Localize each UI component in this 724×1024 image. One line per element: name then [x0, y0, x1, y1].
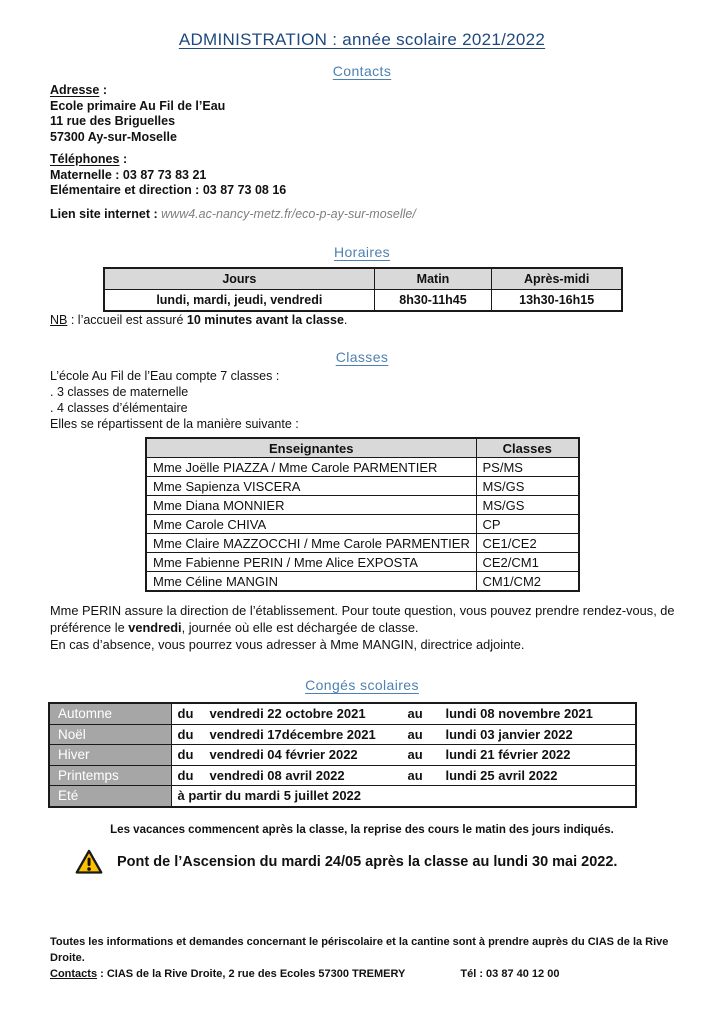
- footer-contacts-label: Contacts: [50, 968, 98, 980]
- cell-classe: CM1/CM2: [476, 572, 579, 592]
- header-cell: Classes: [476, 438, 579, 458]
- season-label: Eté: [49, 786, 171, 807]
- table-row: [146, 477, 579, 496]
- table-row: [146, 515, 579, 534]
- direction-line2: En cas d’absence, vous pourrez vous adresser à Mme MANGIN, directrice adjointe.: [50, 636, 525, 652]
- cell-enseignante: Mme Claire MAZZOCCHI / Mme Carole PARMENTIER: [146, 534, 476, 553]
- cell-enseignante: Mme Fabienne PERIN / Mme Alice EXPOSTA: [146, 553, 476, 572]
- header-cell: Enseignantes: [146, 438, 476, 458]
- section-heading-horaires: Horaires: [333, 244, 391, 260]
- conges-table: [48, 702, 637, 808]
- section-heading-contacts: Contacts: [332, 63, 392, 79]
- phones-label: Téléphones :: [50, 152, 128, 166]
- footer-line1: Toutes les informations et demandes concernant le périscolaire et la cantine sont à prendre auprès du CIAS de la Rive Droite.: [50, 936, 669, 964]
- table-row-noel: Noël du vendredi 17décembre 2021 au lundi 03 janvier 2022: [49, 724, 636, 745]
- cell-matin: 8h30-11h45: [374, 290, 492, 312]
- phones-block: [50, 152, 286, 199]
- cell-enseignante: Mme Joëlle PIAZZA / Mme Carole PARMENTIER: [146, 458, 476, 477]
- address-line: 11 rue des Briguelles: [50, 114, 176, 128]
- cell-classe: CE2/CM1: [476, 553, 579, 572]
- page-title: ADMINISTRATION : année scolaire 2021/2022: [178, 30, 546, 49]
- horaires-table: [103, 267, 623, 312]
- cell-classe: PS/MS: [476, 458, 579, 477]
- cell-enseignante: Mme Diana MONNIER: [146, 496, 476, 515]
- phone-elementaire: Elémentaire et direction : 03 87 73 08 16: [50, 183, 287, 197]
- cell-enseignante: Mme Céline MANGIN: [146, 572, 476, 592]
- website-url: www4.ac-nancy-metz.fr/eco-p-ay-sur-moselle/: [161, 207, 416, 221]
- classes-intro-block: [50, 368, 299, 432]
- table-row: [146, 458, 579, 477]
- cell-classe: CP: [476, 515, 579, 534]
- address-block: [50, 83, 225, 145]
- footer-tel: Tél : 03 87 40 12 00: [460, 968, 560, 980]
- direction-paragraph: Mme PERIN assure la direction de l’établissement. Pour toute question, vous pouvez prendre rendez-vous, de préférence le vendredi, journée où elle est déchargée de classe. En cas d’absence, vous pourrez vous adresser à Mme MANGIN, directrice adjointe.: [50, 603, 675, 652]
- table-row-automne: Automne du vendredi 22 octobre 2021 au lundi 08 novembre 2021: [49, 703, 636, 724]
- ascension-text: Pont de l’Ascension du mardi 24/05 après la classe au lundi 30 mai 2022.: [117, 854, 618, 870]
- cell-classe: CE1/CE2: [476, 534, 579, 553]
- address-line: Ecole primaire Au Fil de l’Eau: [50, 98, 226, 113]
- classes-intro2: Elles se répartissent de la manière suivante :: [50, 417, 299, 431]
- table-row: [146, 534, 579, 553]
- classes-item: . 4 classes d’élémentaire: [50, 401, 188, 415]
- season-label: Hiver: [49, 745, 171, 766]
- address-label: Adresse :: [50, 83, 107, 97]
- website-label: Lien site internet :: [50, 207, 162, 221]
- address-line: 57300 Ay-sur-Moselle: [50, 129, 177, 144]
- table-row-ete: Eté à partir du mardi 5 juillet 2022: [49, 786, 636, 807]
- website-line: [50, 207, 416, 223]
- footer: [50, 934, 695, 982]
- header-cell: Jours: [104, 268, 374, 290]
- table-header-row: [146, 438, 579, 458]
- warning-icon: [75, 849, 103, 875]
- classes-table: [145, 437, 580, 592]
- section-heading-classes: Classes: [335, 349, 389, 365]
- cell-enseignante: Mme Sapienza VISCERA: [146, 477, 476, 496]
- cell-classe: MS/GS: [476, 496, 579, 515]
- phone-maternelle: Maternelle : 03 87 73 83 21: [50, 167, 207, 182]
- nb-note: NB : l’accueil est assuré 10 minutes avant la classe.: [50, 313, 348, 327]
- season-label: Automne: [49, 703, 171, 724]
- season-label: Noël: [49, 724, 171, 745]
- table-row-hiver: Hiver du vendredi 04 février 2022 au lundi 21 février 2022: [49, 745, 636, 766]
- header-cell: Matin: [374, 268, 492, 290]
- cell-jours: lundi, mardi, jeudi, vendredi: [104, 290, 374, 312]
- cell-enseignante: Mme Carole CHIVA: [146, 515, 476, 534]
- header-cell: Après-midi: [492, 268, 622, 290]
- section-heading-conges: Congés scolaires: [305, 677, 419, 693]
- classes-item: . 3 classes de maternelle: [50, 385, 189, 399]
- table-row-printemps: Printemps du vendredi 08 avril 2022 au lundi 25 avril 2022: [49, 765, 636, 786]
- ascension-note: [75, 849, 617, 875]
- vacances-note: Les vacances commencent après la classe, la reprise des cours le matin des jours indiqués.: [110, 824, 614, 836]
- season-label: Printemps: [49, 765, 171, 786]
- table-row: [146, 496, 579, 515]
- cell-classe: MS/GS: [476, 477, 579, 496]
- table-header-row: [104, 268, 622, 290]
- table-row: [104, 290, 622, 312]
- cell-apres-midi: 13h30-16h15: [492, 290, 622, 312]
- table-row: [146, 553, 579, 572]
- classes-intro: L’école Au Fil de l’Eau compte 7 classes :: [50, 369, 280, 383]
- table-row: [146, 572, 579, 592]
- footer-line2: Contacts : CIAS de la Rive Droite, 2 rue des Ecoles 57300 TREMERY Tél : 03 87 40 12 00: [50, 968, 560, 980]
